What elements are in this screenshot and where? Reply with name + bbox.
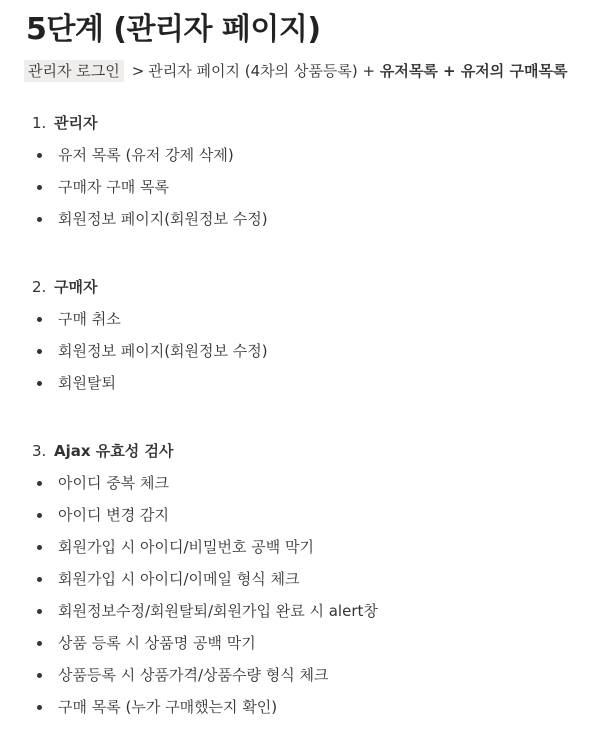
list-item <box>32 600 378 621</box>
bullet-icon <box>37 673 42 678</box>
list-item-text: 회원가입 시 아이디/이메일 형식 체크 <box>58 570 300 588</box>
breadcrumb <box>26 60 567 81</box>
section-title-admin <box>32 112 97 133</box>
list-item <box>32 372 116 393</box>
bullet-icon <box>37 185 42 190</box>
bullet-icon <box>37 217 42 222</box>
list-item-text: 아이디 중복 체크 <box>58 474 169 492</box>
list-item <box>32 176 169 197</box>
list-item-text: 상품 등록 시 상품명 공백 막기 <box>58 634 256 652</box>
breadcrumb-separator: > <box>131 62 145 80</box>
list-item <box>32 208 268 229</box>
list-item <box>32 696 277 717</box>
list-item <box>32 568 299 589</box>
section-title-buyer <box>32 276 97 297</box>
list-item-text: 구매자 구매 목록 <box>58 178 169 196</box>
breadcrumb-admin-page: 관리자 페이지 (4차의 상품등록) + <box>148 62 380 80</box>
bullet-icon <box>37 513 42 518</box>
bullet-icon <box>37 705 42 710</box>
breadcrumb-user-lists: 유저목록 + 유저의 구매목록 <box>379 62 568 80</box>
section-number: 2. <box>32 278 47 296</box>
page-title: 5단계 (관리자 페이지) <box>26 12 321 47</box>
list-item <box>32 340 268 361</box>
section-label: Ajax 유효성 검사 <box>54 442 174 460</box>
bullet-icon <box>37 153 42 158</box>
bullet-icon <box>37 317 42 322</box>
bullet-icon <box>37 641 42 646</box>
list-item-text: 유저 목록 (유저 강제 삭제) <box>58 146 234 164</box>
section-number: 3. <box>32 442 47 460</box>
list-item-text: 회원정보 페이지(회원정보 수정) <box>58 342 268 360</box>
list-item-text: 아이디 변경 감지 <box>58 506 169 524</box>
bullet-icon <box>37 577 42 582</box>
section-label: 관리자 <box>54 114 98 132</box>
bullet-icon <box>37 349 42 354</box>
list-item-text: 상품등록 시 상품가격/상품수량 형식 체크 <box>58 666 329 684</box>
bullet-icon <box>37 545 42 550</box>
list-item <box>32 472 169 493</box>
list-item-text: 회원정보수정/회원탈퇴/회원가입 완료 시 alert창 <box>58 602 378 620</box>
list-item <box>32 144 234 165</box>
list-item <box>32 664 328 685</box>
section-title-ajax <box>32 440 173 461</box>
list-item <box>32 632 256 653</box>
list-item-text: 구매 취소 <box>58 310 121 328</box>
list-item <box>32 308 121 329</box>
bullet-icon <box>37 481 42 486</box>
bullet-icon <box>37 381 42 386</box>
section-label: 구매자 <box>54 278 98 296</box>
list-item <box>32 504 169 525</box>
section-number: 1. <box>32 114 47 132</box>
list-item-text: 회원정보 페이지(회원정보 수정) <box>58 210 268 228</box>
list-item-text: 구매 목록 (누가 구매했는지 확인) <box>58 698 278 716</box>
list-item-text: 회원가입 시 아이디/비밀번호 공백 막기 <box>58 538 314 556</box>
bullet-icon <box>37 609 42 614</box>
list-item-text: 회원탈퇴 <box>58 374 116 392</box>
breadcrumb-admin-login: 관리자 로그인 <box>24 60 124 82</box>
list-item <box>32 536 314 557</box>
